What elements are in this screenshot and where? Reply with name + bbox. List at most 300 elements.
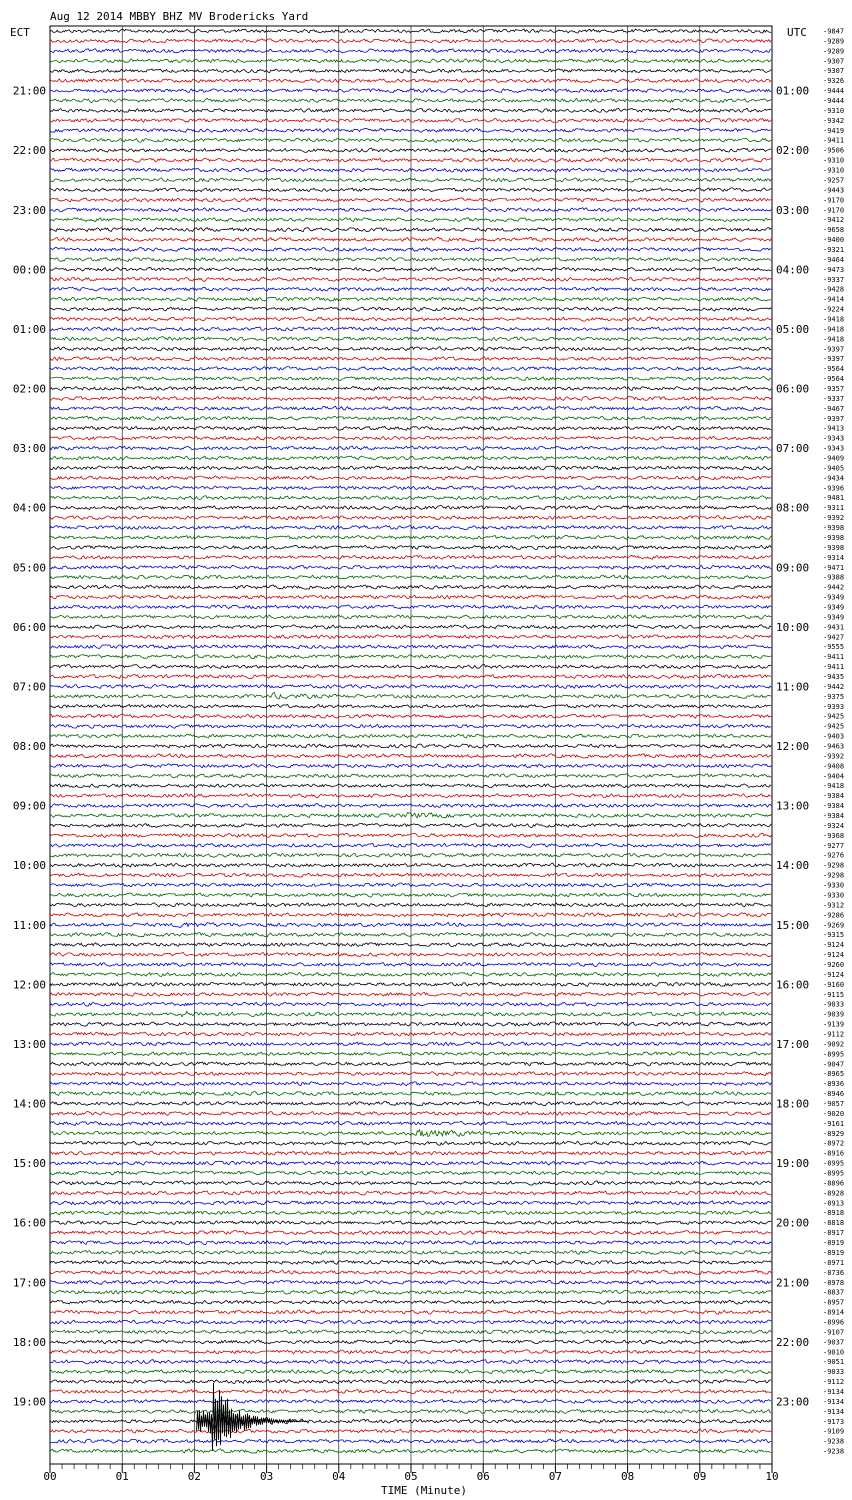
trace-offset-label: -9408 — [823, 762, 845, 771]
trace-140 — [50, 1414, 771, 1431]
trace-offset-label: -9411 — [823, 136, 845, 145]
x-tick-label: 05 — [404, 1470, 418, 1483]
trace-offset-label: -9427 — [823, 633, 845, 642]
trace-24 — [50, 268, 771, 272]
trace-80 — [50, 823, 771, 827]
trace-49 — [50, 516, 771, 520]
trace-offset-label: -8913 — [823, 1199, 845, 1208]
trace-30 — [50, 327, 771, 331]
trace-76 — [50, 784, 771, 788]
trace-offset-label: -8896 — [823, 1179, 845, 1188]
trace-offset-label: -9443 — [823, 186, 845, 195]
trace-8 — [50, 108, 771, 112]
trace-offset-label: -9170 — [823, 206, 845, 215]
trace-offset-label: -8916 — [823, 1149, 845, 1158]
x-tick-label: 01 — [115, 1470, 129, 1483]
x-tick-label: 08 — [620, 1470, 635, 1483]
trace-27 — [50, 297, 771, 301]
trace-101 — [50, 1032, 771, 1036]
trace-offset-label: -9411 — [823, 653, 845, 662]
trace-offset-label: -9343 — [823, 434, 845, 443]
trace-offset-label: -9286 — [823, 911, 845, 920]
trace-offset-label: -9418 — [823, 782, 845, 791]
right-hour-label: 20:00 — [776, 1216, 810, 1230]
trace-102 — [50, 1042, 771, 1046]
trace-offset-label: -9368 — [823, 831, 845, 840]
trace-89 — [50, 913, 771, 917]
trace-offset-label: -9434 — [823, 474, 845, 483]
x-tick-label: 03 — [259, 1470, 274, 1483]
trace-83 — [50, 853, 771, 857]
trace-offset-label: -9173 — [823, 1417, 845, 1426]
trace-74 — [50, 764, 771, 768]
seismic-traces — [50, 29, 771, 1453]
x-tick-label: 07 — [548, 1470, 563, 1483]
trace-3 — [50, 59, 771, 63]
trace-115 — [50, 1171, 771, 1175]
trace-offset-label: -9398 — [823, 543, 845, 552]
trace-122 — [50, 1241, 771, 1245]
trace-offset-label: -9658 — [823, 226, 845, 235]
trace-offset-label: -9310 — [823, 166, 845, 175]
left-hour-label: 13:00 — [12, 1037, 46, 1051]
trace-offset-label: -9412 — [823, 216, 845, 225]
trace-offset-label: -9397 — [823, 355, 845, 364]
trace-51 — [50, 535, 771, 539]
trace-143 — [50, 1449, 771, 1453]
trace-93 — [50, 952, 771, 956]
trace-offset-label: -9337 — [823, 275, 845, 284]
trace-offset-label: -9312 — [823, 901, 845, 910]
trace-7 — [50, 98, 771, 102]
right-hour-label: 10:00 — [776, 620, 810, 634]
trace-142 — [50, 1439, 771, 1443]
trace-90 — [50, 923, 771, 928]
trace-111 — [50, 1130, 771, 1137]
left-hour-label: 22:00 — [12, 144, 46, 158]
trace-offset-label: -8957 — [823, 1298, 845, 1307]
trace-offset-label: -9010 — [823, 1348, 845, 1357]
left-hour-label: 06:00 — [12, 620, 46, 634]
trace-71 — [50, 734, 771, 738]
trace-37 — [50, 397, 771, 401]
trace-108 — [50, 1101, 771, 1105]
trace-11 — [50, 138, 771, 142]
trace-offset-label: -9398 — [823, 524, 845, 533]
right-hour-label: 02:00 — [776, 144, 810, 158]
trace-15 — [50, 178, 771, 182]
trace-offset-label: -9033 — [823, 1000, 845, 1009]
x-tick-label: 10 — [765, 1470, 779, 1483]
trace-68 — [50, 704, 771, 708]
right-hour-label: 21:00 — [776, 1276, 810, 1290]
trace-offset-label: -9428 — [823, 285, 845, 294]
trace-75 — [50, 774, 771, 778]
trace-offset-label: -9298 — [823, 861, 845, 870]
trace-offset-label: -9276 — [823, 851, 845, 860]
trace-offset-label: -9442 — [823, 682, 845, 691]
trace-14 — [50, 168, 771, 172]
trace-58 — [50, 605, 771, 609]
trace-offset-label: -9392 — [823, 514, 845, 523]
trace-offset-label: -9425 — [823, 712, 845, 721]
trace-offset-label: -9330 — [823, 881, 845, 890]
trace-98 — [50, 1002, 771, 1006]
right-hour-label: 11:00 — [776, 680, 810, 694]
trace-offset-label: -9403 — [823, 732, 845, 741]
left-hour-labels — [13, 85, 46, 1409]
trace-47 — [50, 496, 771, 500]
trace-offset-label: -9847 — [823, 27, 845, 36]
left-timezone-label: ECT — [10, 26, 30, 39]
trace-offset-label: -9397 — [823, 414, 845, 423]
trace-offset-label: -9289 — [823, 37, 845, 46]
trace-offset-label: -8978 — [823, 1278, 845, 1287]
right-hour-label: 22:00 — [776, 1335, 810, 1349]
trace-96 — [50, 982, 771, 986]
trace-43 — [50, 456, 771, 460]
trace-offset-label: -9411 — [823, 663, 845, 672]
trace-offset-label: -9425 — [823, 722, 845, 731]
trace-18 — [50, 208, 771, 212]
trace-61 — [50, 635, 771, 639]
trace-124 — [50, 1260, 771, 1264]
trace-offset-label: -9375 — [823, 692, 845, 701]
trace-offset-label: -9396 — [823, 484, 845, 493]
trace-offset-label: -9397 — [823, 345, 845, 354]
trace-121 — [50, 1231, 771, 1235]
trace-116 — [50, 1181, 771, 1185]
trace-offset-label: -8936 — [823, 1080, 845, 1089]
trace-offset-label: -9289 — [823, 47, 845, 56]
trace-95 — [50, 972, 771, 976]
trace-offset-label: -9442 — [823, 583, 845, 592]
trace-offset-label: -9134 — [823, 1397, 845, 1406]
trace-57 — [50, 595, 771, 599]
trace-105 — [50, 1072, 771, 1076]
trace-125 — [50, 1270, 771, 1274]
trace-offset-label: -9033 — [823, 1368, 845, 1377]
trace-141 — [50, 1429, 771, 1433]
trace-22 — [50, 247, 771, 251]
trace-131 — [50, 1330, 771, 1334]
right-hour-labels — [776, 85, 809, 1409]
trace-offset-label: -8965 — [823, 1070, 845, 1079]
trace-offset-label: -8995 — [823, 1159, 845, 1168]
trace-offset-label: -9473 — [823, 265, 845, 274]
trace-offset-label: -9311 — [823, 504, 845, 513]
right-hour-label: 03:00 — [776, 203, 810, 217]
trace-113 — [50, 1151, 771, 1155]
trace-91 — [50, 933, 771, 937]
trace-offset-label: -9349 — [823, 613, 845, 622]
right-hour-label: 12:00 — [776, 740, 810, 753]
trace-offset-label: -9298 — [823, 871, 845, 880]
trace-offset-label: -9357 — [823, 385, 845, 393]
trace-offset-label: -9310 — [823, 106, 845, 115]
trace-offset-label: -9170 — [823, 196, 845, 205]
trace-135 — [50, 1369, 771, 1373]
trace-32 — [50, 347, 771, 351]
trace-offset-label: -9414 — [823, 295, 845, 304]
right-hour-label: 13:00 — [776, 799, 810, 813]
right-hour-label: 04:00 — [776, 263, 810, 277]
trace-35 — [50, 377, 771, 381]
trace-56 — [50, 585, 771, 589]
right-hour-label: 05:00 — [776, 322, 810, 336]
trace-128 — [50, 1300, 771, 1304]
right-hour-label: 16:00 — [776, 978, 810, 992]
trace-34 — [50, 367, 771, 371]
trace-12 — [50, 148, 771, 152]
trace-offset-label: -8837 — [823, 1288, 845, 1297]
trace-offset-label: -9464 — [823, 255, 845, 264]
trace-offset-label: -9257 — [823, 176, 845, 185]
trace-offset-label: -9404 — [823, 772, 845, 781]
trace-17 — [50, 198, 771, 202]
x-tick-label: 09 — [693, 1470, 707, 1483]
trace-77 — [50, 794, 771, 798]
trace-78 — [50, 804, 771, 808]
trace-20 — [50, 228, 771, 232]
left-hour-label: 16:00 — [12, 1216, 46, 1230]
trace-offset-label: -9400 — [823, 236, 845, 245]
right-hour-label: 08:00 — [776, 501, 810, 515]
right-hour-label: 17:00 — [776, 1037, 810, 1051]
trace-46 — [50, 486, 771, 490]
x-tick-label: 06 — [476, 1470, 490, 1483]
trace-offset-label: -9277 — [823, 841, 845, 850]
trace-offset-label: -9124 — [823, 941, 845, 950]
trace-offset-label: -9481 — [823, 494, 845, 503]
trace-offset-label: -9112 — [823, 1378, 845, 1387]
trace-6 — [50, 89, 771, 93]
trace-offset-label: -9314 — [823, 553, 845, 562]
x-tick-label: 00 — [43, 1470, 57, 1483]
trace-offset-label: -9310 — [823, 156, 845, 165]
trace-82 — [50, 843, 771, 847]
trace-129 — [50, 1310, 771, 1314]
trace-offset-label: -9471 — [823, 563, 845, 572]
trace-127 — [50, 1290, 771, 1294]
trace-137 — [50, 1390, 771, 1394]
right-timezone-label: UTC — [787, 26, 807, 39]
left-hour-label: 12:00 — [12, 978, 46, 992]
trace-109 — [50, 1111, 771, 1115]
trace-offset-label: -9409 — [823, 454, 845, 463]
trace-28 — [50, 307, 771, 311]
trace-offset-label: -9413 — [823, 424, 845, 433]
left-hour-label: 00:00 — [12, 263, 46, 277]
trace-offset-label: -8919 — [823, 1239, 845, 1248]
trace-offset-label: -9463 — [823, 742, 845, 751]
trace-offset-label: -9107 — [823, 1328, 845, 1337]
trace-offset-label: -9467 — [823, 404, 845, 413]
trace-120 — [50, 1221, 771, 1225]
trace-117 — [50, 1191, 771, 1195]
trace-123 — [50, 1250, 771, 1254]
x-tick-label: 04 — [332, 1470, 346, 1483]
trace-25 — [50, 277, 771, 281]
right-hour-label: 19:00 — [776, 1157, 810, 1171]
trace-offset-label: -8919 — [823, 1248, 845, 1257]
trace-118 — [50, 1201, 771, 1205]
trace-offset-label: -9321 — [823, 245, 845, 254]
trace-offset-label: -9124 — [823, 951, 845, 960]
trace-offset-labels — [823, 28, 844, 1456]
trace-13 — [50, 158, 771, 162]
trace-4 — [50, 69, 771, 73]
trace-offset-label: -9506 — [823, 146, 845, 155]
right-hour-label: 01:00 — [776, 84, 810, 98]
trace-70 — [50, 724, 771, 728]
trace-offset-label: -9337 — [823, 394, 845, 403]
trace-72 — [50, 744, 771, 748]
trace-31 — [50, 337, 771, 341]
left-hour-label: 04:00 — [12, 501, 46, 515]
trace-offset-label: -9260 — [823, 960, 845, 969]
trace-134 — [50, 1360, 771, 1364]
trace-offset-label: -8971 — [823, 1258, 845, 1267]
trace-offset-label: -9435 — [823, 672, 845, 681]
trace-offset-label: -9134 — [823, 1407, 845, 1416]
trace-107 — [50, 1092, 771, 1096]
right-hour-label: 09:00 — [776, 561, 810, 575]
trace-73 — [50, 754, 771, 758]
trace-offset-label: -9324 — [823, 821, 845, 830]
trace-offset-label: -9418 — [823, 335, 845, 344]
trace-104 — [50, 1062, 771, 1066]
trace-88 — [50, 903, 771, 907]
trace-85 — [50, 873, 771, 877]
trace-offset-label: -9418 — [823, 325, 845, 334]
trace-offset-label: -9330 — [823, 891, 845, 900]
trace-45 — [50, 476, 771, 480]
trace-offset-label: -8917 — [823, 1229, 845, 1238]
trace-offset-label: -8918 — [823, 1209, 845, 1218]
trace-offset-label: -9388 — [823, 573, 845, 582]
left-hour-label: 10:00 — [12, 859, 46, 873]
trace-offset-label: -9315 — [823, 931, 845, 940]
trace-offset-label: -9057 — [823, 1100, 845, 1108]
trace-139 — [50, 1409, 771, 1413]
trace-106 — [50, 1082, 771, 1086]
trace-1 — [50, 39, 771, 43]
left-hour-label: 23:00 — [12, 203, 46, 217]
left-hour-label: 03:00 — [12, 442, 46, 456]
right-hour-label: 18:00 — [776, 1097, 810, 1111]
trace-offset-label: -9564 — [823, 365, 845, 374]
left-hour-label: 05:00 — [12, 561, 46, 575]
trace-offset-label: -9020 — [823, 1109, 845, 1118]
trace-48 — [50, 505, 771, 509]
trace-5 — [50, 79, 771, 83]
trace-19 — [50, 218, 771, 222]
trace-50 — [50, 526, 771, 530]
trace-offset-label: -9109 — [823, 1427, 845, 1436]
right-hour-label: 07:00 — [776, 442, 810, 456]
trace-112 — [50, 1141, 771, 1145]
trace-offset-label: -9349 — [823, 603, 845, 612]
trace-offset-label: -8929 — [823, 1129, 845, 1138]
trace-33 — [50, 357, 771, 361]
trace-offset-label: -9124 — [823, 970, 845, 979]
trace-offset-label: -9307 — [823, 67, 845, 76]
trace-66 — [50, 684, 771, 688]
trace-94 — [50, 963, 771, 967]
trace-offset-label: -9160 — [823, 980, 845, 989]
trace-offset-label: -9139 — [823, 1020, 845, 1029]
x-axis-label: TIME (Minute) — [380, 1484, 468, 1497]
trace-65 — [50, 674, 771, 678]
trace-offset-label: -8996 — [823, 1318, 845, 1327]
trace-114 — [50, 1161, 771, 1165]
left-hour-label: 17:00 — [12, 1276, 46, 1290]
trace-79 — [50, 812, 771, 818]
trace-21 — [50, 237, 771, 241]
trace-100 — [50, 1022, 771, 1026]
trace-41 — [50, 436, 771, 440]
left-hour-label: 01:00 — [12, 322, 46, 336]
trace-offset-label: -9431 — [823, 623, 845, 632]
trace-offset-label: -9444 — [823, 87, 845, 96]
trace-offset-label: -8946 — [823, 1090, 845, 1099]
right-hour-label: 06:00 — [776, 382, 810, 396]
trace-38 — [50, 406, 771, 410]
trace-offset-label: -9092 — [823, 1040, 845, 1049]
trace-103 — [50, 1052, 771, 1056]
left-hour-label: 19:00 — [12, 1395, 46, 1409]
trace-offset-label: -9047 — [823, 1060, 845, 1069]
trace-69 — [50, 714, 771, 718]
trace-offset-label: -9405 — [823, 464, 845, 473]
trace-62 — [50, 645, 771, 649]
trace-97 — [50, 992, 771, 996]
trace-40 — [50, 426, 771, 430]
left-hour-label: 02:00 — [12, 382, 46, 396]
left-hour-label: 09:00 — [12, 799, 46, 813]
trace-110 — [50, 1121, 771, 1125]
x-axis-ticks — [43, 1464, 778, 1483]
trace-55 — [50, 575, 771, 579]
left-hour-label: 21:00 — [12, 84, 46, 98]
trace-offset-label: -9134 — [823, 1387, 845, 1396]
trace-offset-label: -8818 — [823, 1219, 845, 1228]
trace-126 — [50, 1280, 771, 1284]
trace-offset-label: -9238 — [823, 1437, 845, 1446]
trace-offset-label: -9238 — [823, 1447, 845, 1456]
trace-138 — [50, 1399, 771, 1403]
trace-offset-label: -9037 — [823, 1338, 845, 1347]
trace-92 — [50, 943, 771, 947]
trace-2 — [50, 49, 771, 53]
left-hour-label: 18:00 — [12, 1335, 46, 1349]
trace-0 — [50, 29, 771, 33]
trace-offset-label: -8995 — [823, 1050, 845, 1059]
trace-offset-label: -8736 — [823, 1268, 845, 1277]
trace-offset-label: -8995 — [823, 1169, 845, 1178]
trace-132 — [50, 1340, 771, 1344]
trace-136 — [50, 1380, 771, 1384]
trace-offset-label: -9112 — [823, 1030, 845, 1039]
left-hour-label: 11:00 — [12, 918, 46, 932]
trace-offset-label: -9398 — [823, 533, 845, 542]
trace-87 — [50, 893, 771, 897]
trace-133 — [50, 1350, 771, 1354]
trace-39 — [50, 416, 771, 420]
trace-26 — [50, 287, 771, 291]
trace-offset-label: -9555 — [823, 643, 845, 652]
